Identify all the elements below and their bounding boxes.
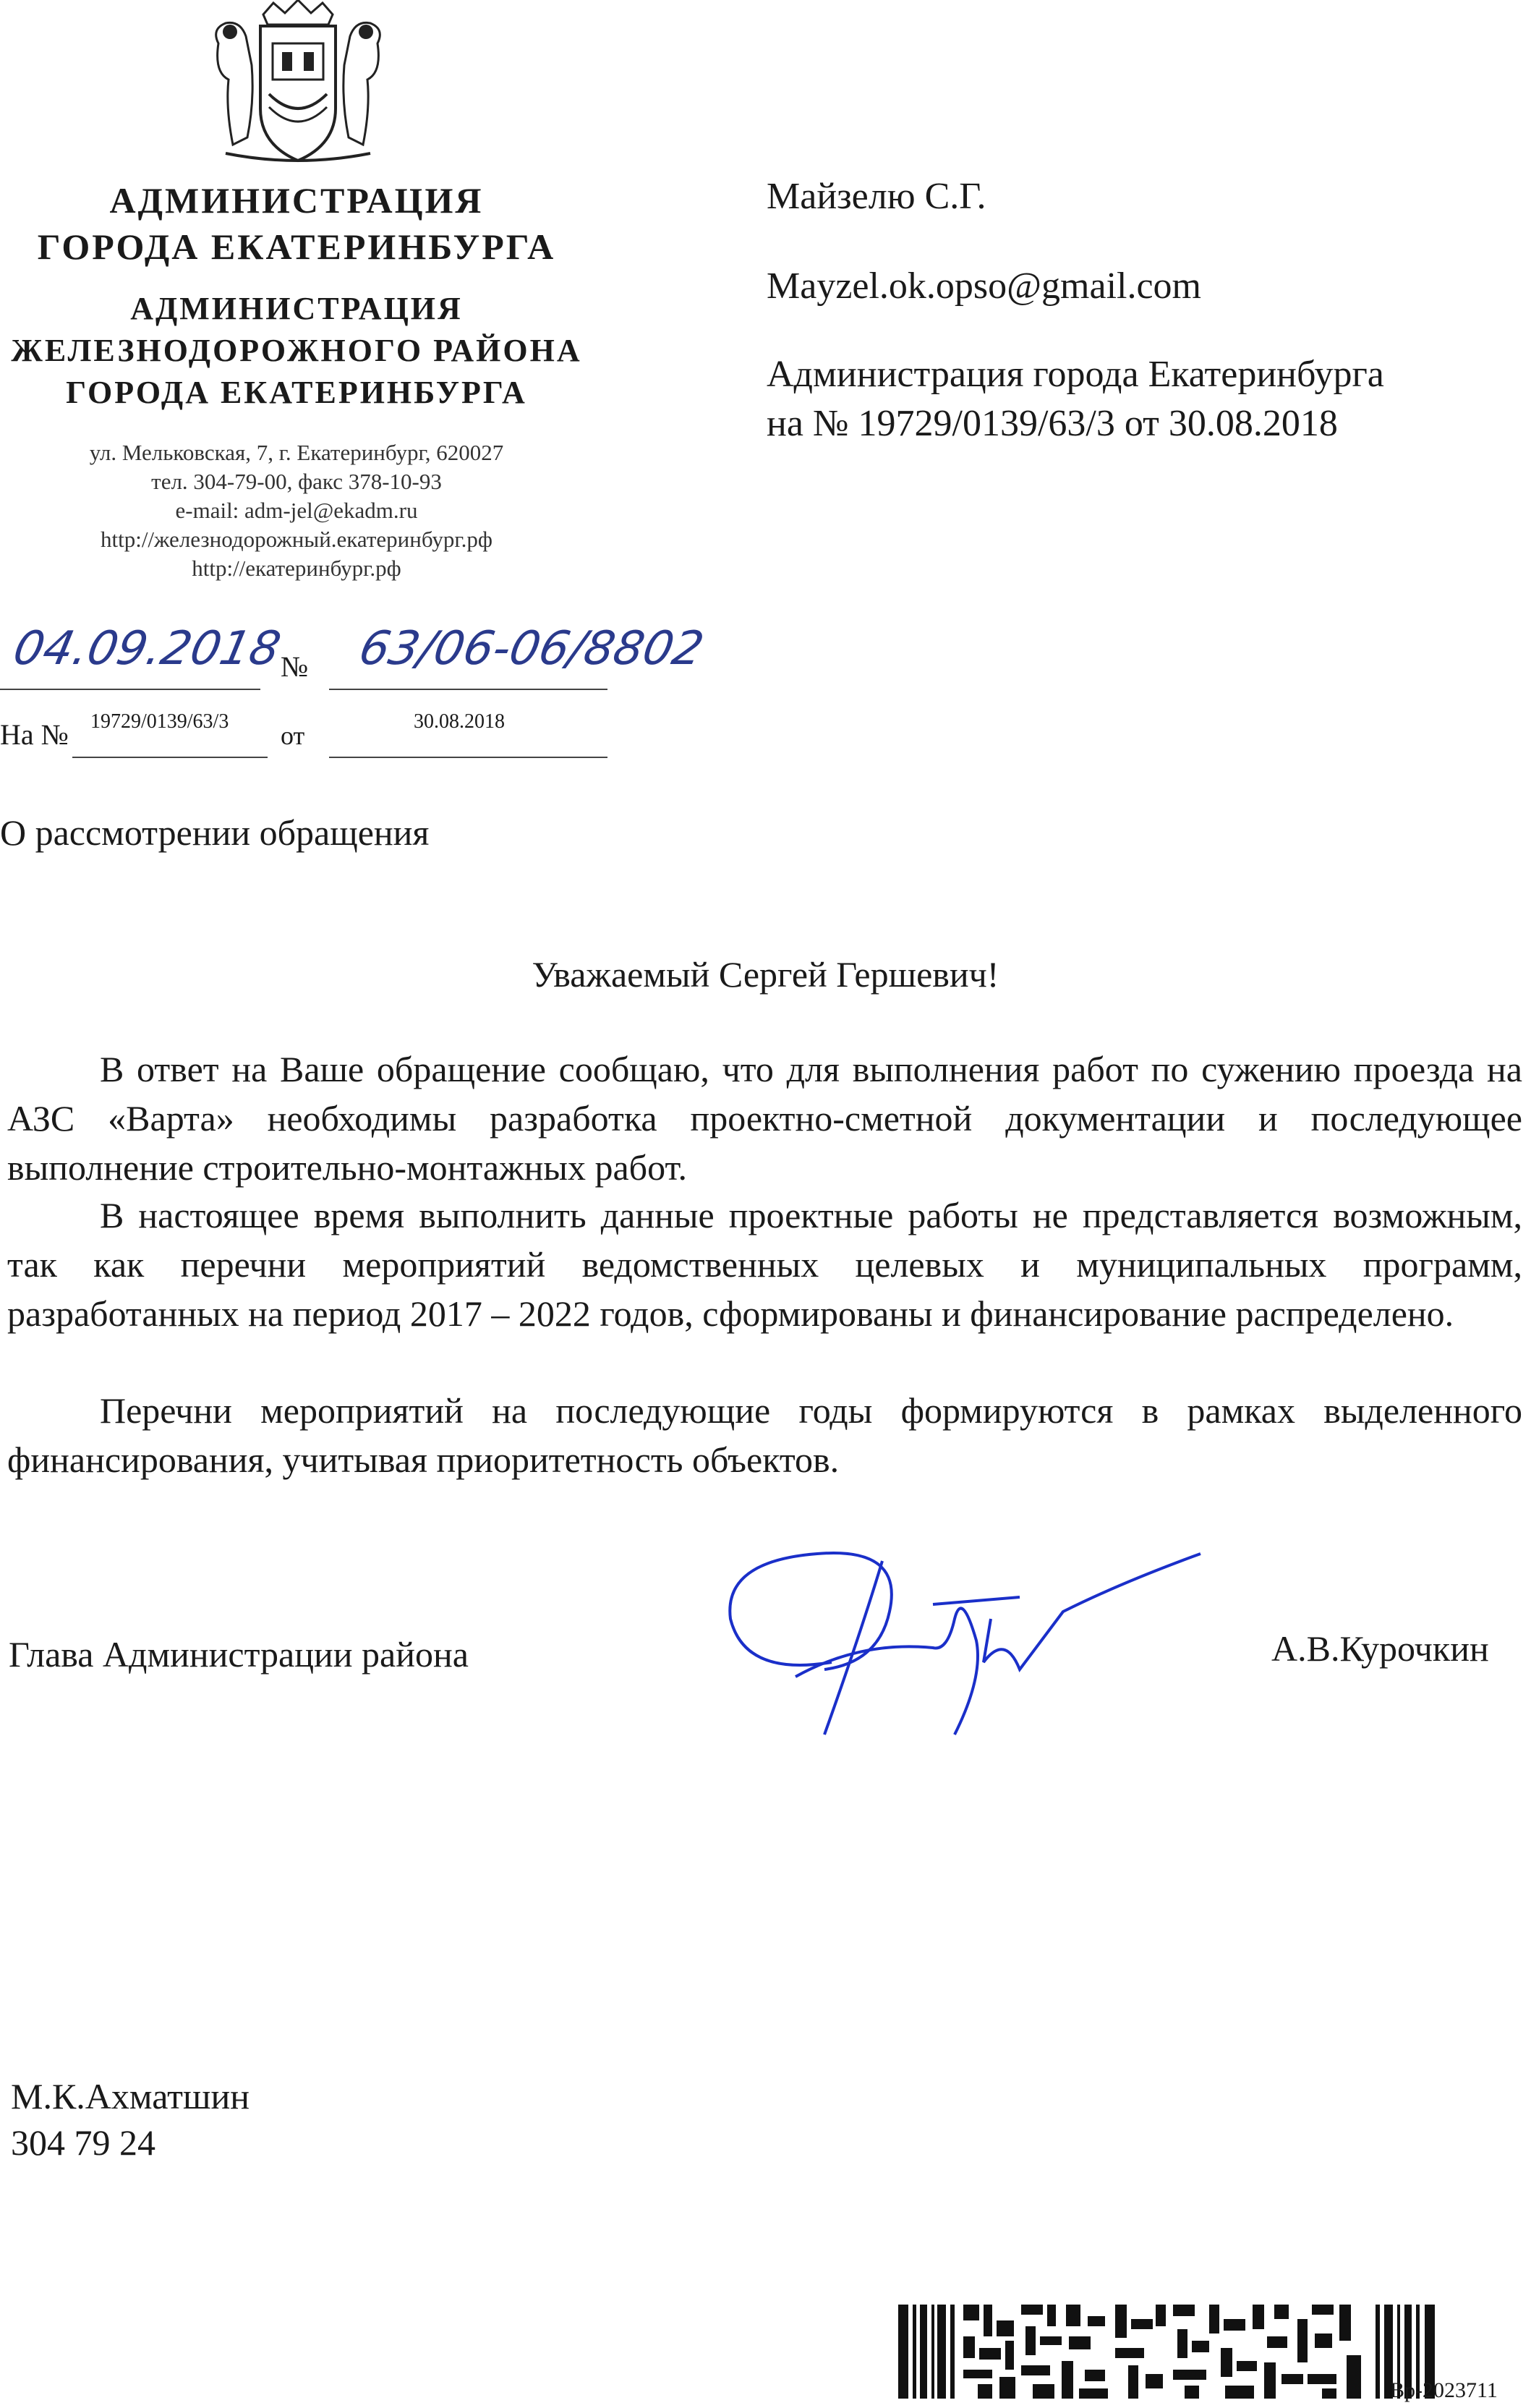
registration-number-label: № bbox=[281, 650, 309, 683]
reference-number: 19729/0139/63/3 bbox=[90, 710, 229, 733]
sender-org1-line2: ГОРОДА ЕКАТЕРИНБУРГА bbox=[37, 226, 556, 267]
body-paragraph: Перечни мероприятий на последующие годы формируются в рамках выделенного финансирования, учитывая приоритетность объектов. bbox=[7, 1390, 1522, 1480]
recipient-org: Администрация города Екатеринбурга bbox=[767, 354, 1384, 395]
body-paragraph: В ответ на Ваше обращение сообщаю, что для выполнения работ по сужению проезда на АЗС «Варта» необходимы разработка проектно-сметной документации и последующее выполнение строительно-монтажных работ. bbox=[7, 1049, 1522, 1188]
sender-org2-line3: ГОРОДА ЕКАТЕРИНБУРГА bbox=[66, 375, 527, 410]
registration-number: 63/06-06/8802 bbox=[354, 622, 709, 676]
executor-name: М.К.Ахматшин bbox=[11, 2076, 250, 2116]
reference-label: На № bbox=[0, 718, 69, 751]
signature-name: А.В.Курочкин bbox=[1271, 1628, 1489, 1669]
handwritten-signature bbox=[716, 1532, 1208, 1749]
reference-from-label: от bbox=[281, 721, 305, 750]
sender-phone: тел. 304-79-00, факс 378-10-93 bbox=[151, 469, 442, 494]
sender-site-1: http://железнодорожный.екатеринбург.рф bbox=[100, 527, 492, 552]
coat-of-arms-icon bbox=[204, 0, 392, 168]
body-paragraph: В настоящее время выполнить данные проектные работы не представляется возможным, так как перечни мероприятий ведомственных целевых и муниципальных программ, разработанных на период 2017 – 2022 годов, сформированы и финансирование распределено. bbox=[7, 1195, 1522, 1334]
recipient-reference: на № 19729/0139/63/3 от 30.08.2018 bbox=[767, 403, 1338, 444]
sender-address: ул. Мельковская, 7, г. Екатеринбург, 620027 bbox=[89, 440, 504, 465]
letter-subject: О рассмотрении обращения bbox=[0, 812, 430, 853]
barcode-id: Вр-2023711 bbox=[1390, 2378, 1498, 2402]
sender-site-2: http://екатеринбург.рф bbox=[192, 556, 401, 581]
salutation: Уважаемый Сергей Гершевич! bbox=[532, 954, 999, 995]
sender-email: e-mail: adm-jel@ekadm.ru bbox=[175, 498, 418, 523]
sender-org2-line1: АДМИНИСТРАЦИЯ bbox=[130, 291, 463, 326]
recipient-email: Mayzel.ok.opso@gmail.com bbox=[767, 265, 1201, 307]
sender-org2-line2: ЖЕЛЕЗНОДОРОЖНОГО РАЙОНА bbox=[11, 333, 582, 368]
registration-date: 04.09.2018 bbox=[9, 622, 286, 676]
reference-date: 30.08.2018 bbox=[414, 710, 505, 733]
recipient-name: Майзелю С.Г. bbox=[767, 176, 986, 217]
executor-phone: 304 79 24 bbox=[11, 2122, 155, 2163]
sender-org1-line1: АДМИНИСТРАЦИЯ bbox=[109, 180, 484, 221]
signature-position: Глава Администрации района bbox=[9, 1634, 469, 1675]
